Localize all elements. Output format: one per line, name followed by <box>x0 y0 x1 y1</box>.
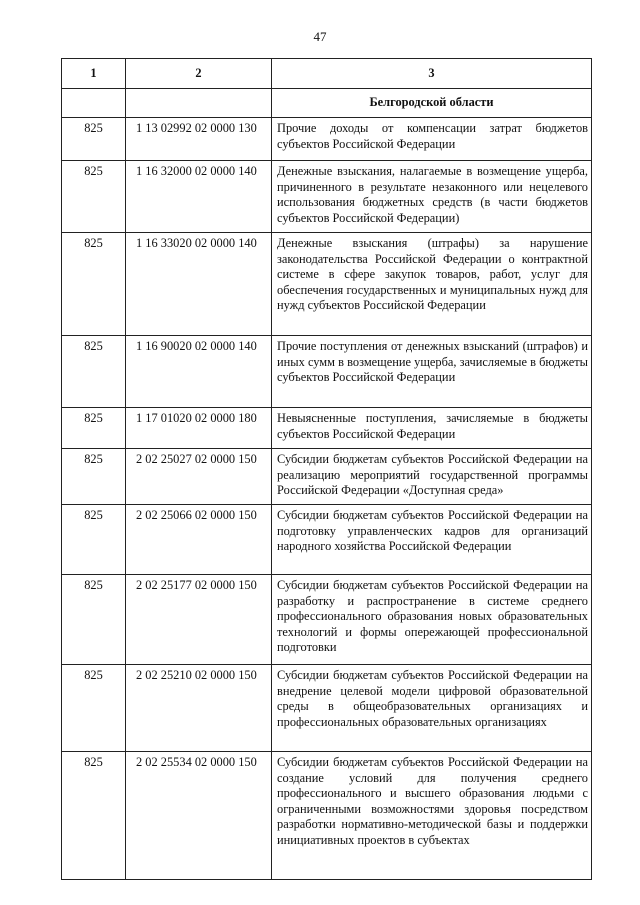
budget-code-cell: 1 17 01020 02 0000 180 <box>126 408 272 449</box>
region-empty-cell <box>126 89 272 118</box>
budget-code-cell: 1 16 32000 02 0000 140 <box>126 161 272 233</box>
budget-code-cell: 2 02 25177 02 0000 150 <box>126 575 272 665</box>
budget-code-cell: 1 13 02992 02 0000 130 <box>126 118 272 161</box>
table-header-row <box>62 59 592 89</box>
admin-code-cell: 825 <box>62 575 126 665</box>
table-row <box>62 408 592 449</box>
budget-code-cell: 1 16 33020 02 0000 140 <box>126 233 272 336</box>
revenue-name-cell: Невыясненные поступления, зачисляемые в бюджеты субъектов Российской Федерации <box>272 408 592 449</box>
revenue-name-cell: Прочие поступления от денежных взысканий (штрафов) и иных сумм в возмещение ущерба, зачисляемые в бюджеты субъектов Российской Федерации <box>272 336 592 408</box>
admin-code-cell: 825 <box>62 233 126 336</box>
column-header-2: 2 <box>126 59 272 89</box>
table-row <box>62 336 592 408</box>
budget-code-cell: 1 16 90020 02 0000 140 <box>126 336 272 408</box>
table-row <box>62 161 592 233</box>
admin-code-cell: 825 <box>62 505 126 575</box>
table-row <box>62 449 592 505</box>
admin-code-cell: 825 <box>62 449 126 505</box>
revenue-name-cell: Субсидии бюджетам субъектов Российской Федерации на подготовку управленческих кадров для организаций народного хозяйства Российской Федерации <box>272 505 592 575</box>
region-label: Белгородской области <box>272 89 592 118</box>
revenue-name-cell: Субсидии бюджетам субъектов Российской Федерации на внедрение целевой модели цифровой образовательной среды в общеобразовательных организациях и профессиональных образовательных организациях <box>272 665 592 752</box>
table-row <box>62 505 592 575</box>
revenue-name-cell: Субсидии бюджетам субъектов Российской Федерации на реализацию мероприятий государственной программы Российской Федерации «Доступная среда» <box>272 449 592 505</box>
admin-code-cell: 825 <box>62 665 126 752</box>
page-number: 47 <box>313 29 327 44</box>
region-empty-cell <box>62 89 126 118</box>
admin-code-cell: 825 <box>62 408 126 449</box>
table-row <box>62 118 592 161</box>
budget-code-cell: 2 02 25066 02 0000 150 <box>126 505 272 575</box>
admin-code-cell: 825 <box>62 161 126 233</box>
revenue-name-cell: Прочие доходы от компенсации затрат бюджетов субъектов Российской Федерации <box>272 118 592 161</box>
budget-code-cell: 2 02 25210 02 0000 150 <box>126 665 272 752</box>
revenue-codes-table <box>61 58 592 880</box>
revenue-name-cell: Субсидии бюджетам субъектов Российской Федерации на разработку и распространение в системе среднего профессионального образования новых образовательных технологий и формы опережающей профессиональной подготовки <box>272 575 592 665</box>
table-row <box>62 665 592 752</box>
budget-code-cell: 2 02 25027 02 0000 150 <box>126 449 272 505</box>
budget-code-cell: 2 02 25534 02 0000 150 <box>126 752 272 880</box>
revenue-name-cell: Субсидии бюджетам субъектов Российской Федерации на создание условий для получения среднего профессионального и высшего образования людьми с ограниченными возможностями здоровья посредством разработки нормативно-методической базы и поддержки инициативных проектов в субъектах <box>272 752 592 880</box>
table-row <box>62 233 592 336</box>
table-row <box>62 752 592 880</box>
admin-code-cell: 825 <box>62 752 126 880</box>
admin-code-cell: 825 <box>62 118 126 161</box>
revenue-name-cell: Денежные взыскания, налагаемые в возмещение ущерба, причиненного в результате незаконного или нецелевого использования бюджетных средств (в части бюджетов субъектов Российской Федерации) <box>272 161 592 233</box>
table-row <box>62 575 592 665</box>
revenue-name-cell: Денежные взыскания (штрафы) за нарушение законодательства Российской Федерации о контрактной системе в сфере закупок товаров, работ, услуг для обеспечения государственных и муниципальных нужд для нужд субъектов Российской Федерации <box>272 233 592 336</box>
column-header-3: 3 <box>272 59 592 89</box>
admin-code-cell: 825 <box>62 336 126 408</box>
column-header-1: 1 <box>62 59 126 89</box>
region-row <box>62 89 592 118</box>
